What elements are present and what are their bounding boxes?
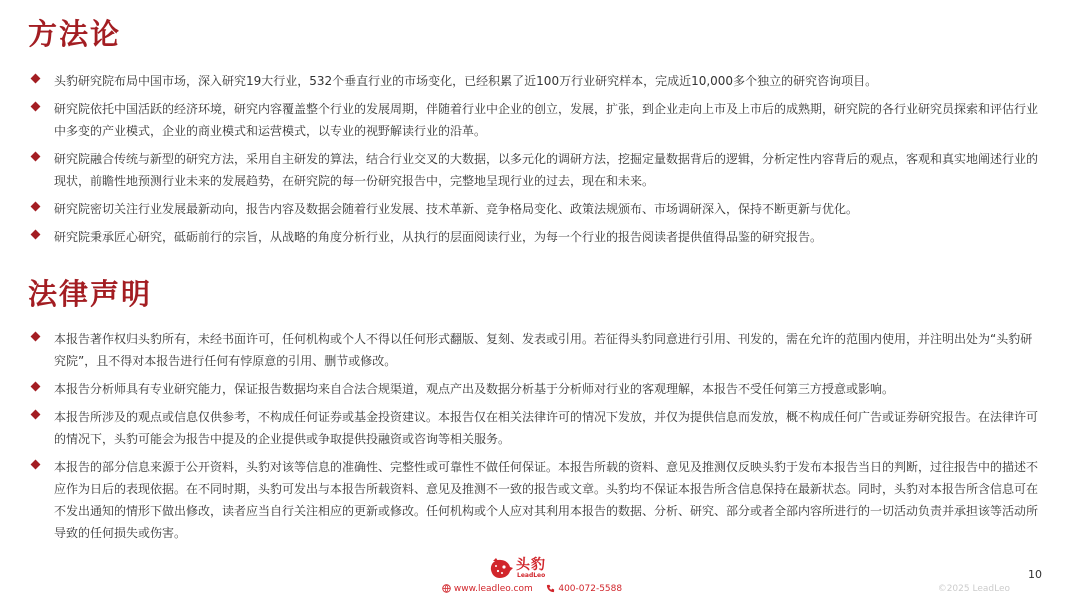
diamond-bullet-icon — [31, 202, 41, 212]
section-title-methodology: 方法论 — [28, 17, 122, 51]
diamond-bullet-icon — [31, 152, 41, 162]
footer-contact — [442, 584, 622, 595]
list-item — [30, 406, 1040, 450]
list-item — [30, 148, 1040, 192]
section-title-legal: 法律声明 — [28, 277, 153, 311]
diamond-bullet-icon — [31, 332, 41, 342]
list-item-text: 本报告的部分信息来源于公开资料，头豹对该等信息的准确性、完整性或可靠性不做任何保证。本报告所载的资料、意见及推测仅反映头豹于发布本报告当日的判断，过往报告中的描述不应作为日后的表现依据。在不同时期，头豹可发出与本报告所载资料、意见及推测不一致的报告或文章。头豹均不保证本报告所含信息保持在最新状态。同时，头豹对本报告所含信息可在不发出通知的情形下做出修改，读者应当自行关注相应的更新或修改。任何机构或个人应对其利用本报告的数据、分析、研究、部分或者全部内容所进行的一切活动负责并承担该等活动所导致的任何损失或伤害。 — [54, 460, 1039, 540]
methodology-list — [30, 70, 1040, 254]
globe-icon — [442, 584, 451, 594]
logo-cn-text: 头豹 — [516, 557, 546, 573]
phone-icon — [546, 584, 555, 594]
diamond-bullet-icon — [31, 74, 41, 84]
list-item — [30, 456, 1040, 544]
list-item-text: 研究院密切关注行业发展最新动向，报告内容及数据会随着行业发展、技术革新、竞争格局变化、政策法规颁布、市场调研深入，保持不断更新与优化。 — [54, 202, 859, 216]
list-item — [30, 226, 1040, 248]
diamond-bullet-icon — [31, 382, 41, 392]
phone-number[interactable]: 400-072-5588 — [558, 584, 623, 594]
diamond-bullet-icon — [31, 460, 41, 470]
list-item-text: 本报告所涉及的观点或信息仅供参考，不构成任何证券或基金投资建议。本报告仅在相关法律许可的情况下发放，并仅为提供信息而发放，概不构成任何广告或证券研究报告。在法律许可的情况下，头豹可能会为报告中提及的企业提供或争取提供投融资或咨询等相关服务。 — [54, 410, 1039, 446]
list-item — [30, 98, 1040, 142]
brand-logo — [486, 554, 548, 584]
list-item-text: 研究院融合传统与新型的研究方法，采用自主研发的算法，结合行业交叉的大数据，以多元化的调研方法，挖掘定量数据背后的逻辑，分析定性内容背后的观点，客观和真实地阐述行业的现状，前瞻性地预测行业未来的发展趋势，在研究院的每一份研究报告中，完整地呈现行业的过去，现在和未来。 — [54, 152, 1039, 188]
list-item — [30, 198, 1040, 220]
list-item — [30, 378, 1040, 400]
list-item-text: 本报告著作权归头豹所有，未经书面许可，任何机构或个人不得以任何形式翻版、复刻、发表或引用。若征得头豹同意进行引用、刊发的，需在允许的范围内使用，并注明出处为“头豹研究院”，且不得对本报告进行任何有悖原意的引用、删节或修改。 — [54, 332, 1033, 368]
list-item-text: 研究院秉承匠心研究，砥砺前行的宗旨，从战略的角度分析行业，从执行的层面阅读行业，为每一个行业的报告阅读者提供值得品鉴的研究报告。 — [54, 230, 823, 244]
legal-list — [30, 328, 1040, 550]
list-item — [30, 328, 1040, 372]
logo-en-text: LeadLeo — [517, 572, 546, 579]
list-item-text: 头豹研究院布局中国市场，深入研究19大行业，532个垂直行业的市场变化，已经积累了近100万行业研究样本，完成近10,000多个独立的研究咨询项目。 — [54, 74, 878, 88]
list-item-text: 研究院依托中国活跃的经济环境，研究内容覆盖整个行业的发展周期，伴随着行业中企业的创立，发展，扩张，到企业走向上市及上市后的成熟期，研究院的各行业研究员探索和评估行业中多变的产业模式，企业的商业模式和运营模式，以专业的视野解读行业的沿革。 — [54, 102, 1039, 138]
list-item-text: 本报告分析师具有专业研究能力，保证报告数据均来自合法合规渠道，观点产出及数据分析基于分析师对行业的客观理解，本报告不受任何第三方授意或影响。 — [54, 382, 895, 396]
diamond-bullet-icon — [31, 230, 41, 240]
leopard-logo-icon — [488, 556, 514, 580]
website-link[interactable]: www.leadleo.com — [453, 584, 533, 594]
diamond-bullet-icon — [31, 102, 41, 112]
diamond-bullet-icon — [31, 410, 41, 420]
copyright-text: ©2025 LeadLeo — [937, 584, 1010, 594]
list-item — [30, 70, 1040, 92]
page-number: 10 — [1028, 568, 1042, 581]
